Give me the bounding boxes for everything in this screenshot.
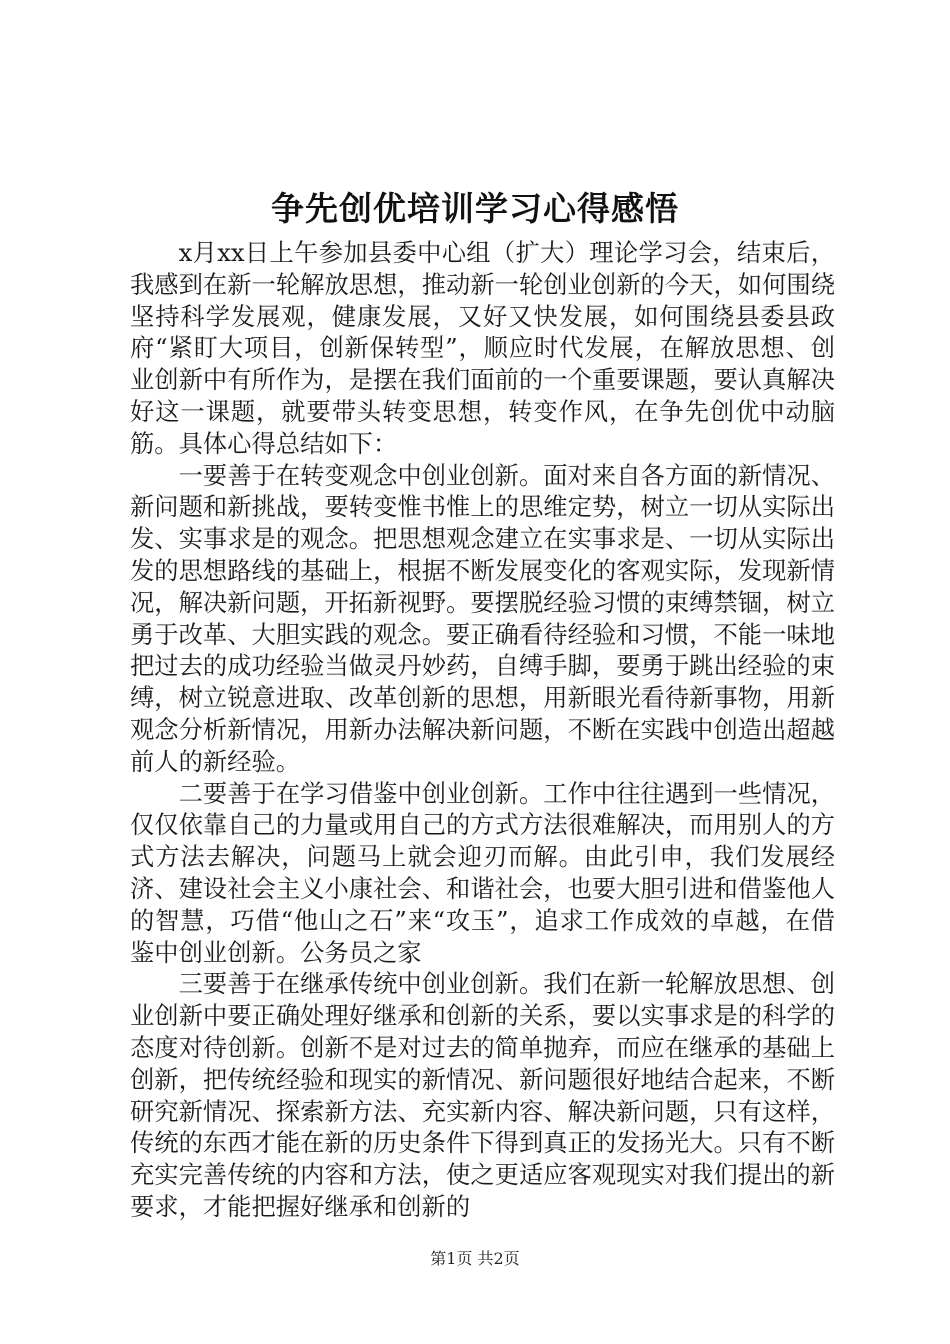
page-number-footer: 第1页 共2页 [430,1249,520,1268]
paragraph-point-one: 一要善于在转变观念中创业创新。面对来自各方面的新情况、新问题和新挑战，要转变惟书惟上的思维定势，树立一切从实际出发、实事求是的观念。把思想观念建立在实事求是、一切从实际出发的思想路线的基础上，根据不断发展变化的客观实际，发现新情况，解决新问题，开拓新视野。要摆脱经验习惯的束缚禁锢，树立勇于改革、大胆实践的观念。要正确看待经验和习惯，不能一味地把过去的成功经验当做灵丹妙药，自缚手脚，要勇于跳出经验的束缚，树立锐意进取、改革创新的思想，用新眼光看待新事物，用新观念分析新情况，用新办法解决新问题，不断在实践中创造出超越前人的新经验。 [130,460,835,776]
paragraph-point-three: 三要善于在继承传统中创业创新。我们在新一轮解放思想、创业创新中要正确处理好继承和创新的关系，要以实事求是的科学的态度对待创新。创新不是对过去的简单抛弃，而应在继承的基础上创新，把传统经验和现实的新情况、新问题很好地结合起来，不断研究新情况、探索新方法、充实新内容、解决新问题，只有这样，传统的东西才能在新的历史条件下得到真正的发扬光大。只有不断充实完善传统的内容和方法，使之更适应客观现实对我们提出的新要求，才能把握好继承和创新的 [130,969,835,1221]
document-title: 争先创优培训学习心得感悟 [271,189,679,228]
document-body [130,237,835,1223]
paragraph-intro: x月xx日上午参加县委中心组（扩大）理论学习会，结束后，我感到在新一轮解放思想，推动新一轮创业创新的今天，如何围绕坚持科学发展观，健康发展，又好又快发展，如何围绕县委县政府“紧盯大项目，创新保转型”，顺应时代发展，在解放思想、创业创新中有所作为，是摆在我们面前的一个重要课题，要认真解决好这一课题，就要带头转变思想，转变作风，在争先创优中动脑筋。具体心得总结如下： [130,238,835,458]
paragraph-point-two: 二要善于在学习借鉴中创业创新。工作中往往遇到一些情况，仅仅依靠自己的力量或用自己的方式方法很难解决，而用别人的方式方法去解决，问题马上就会迎刃而解。由此引申，我们发展经济、建设社会主义小康社会、和谐社会，也要大胆引进和借鉴他人的智慧，巧借“他山之石”来“攻玉”，追求工作成效的卓越，在借鉴中创业创新。公务员之家 [130,778,835,967]
